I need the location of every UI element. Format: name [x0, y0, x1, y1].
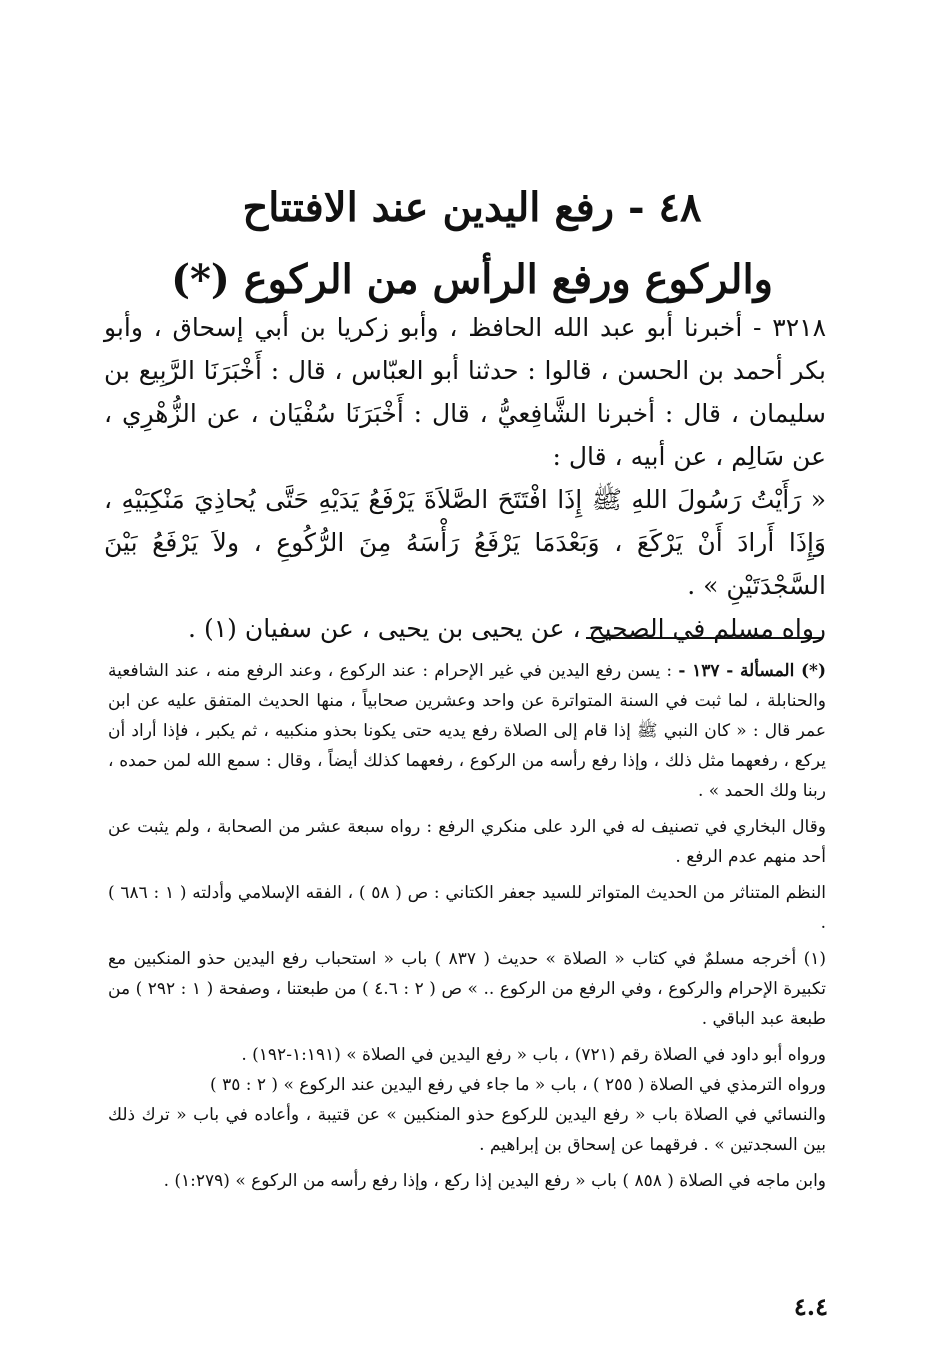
footnote-ibn-majah: وابن ماجه في الصلاة ( ٨٥٨ ) باب « رفع اليدين إذا ركع ، وإذا رفع رأسه من الركوع » (١:٢٧٩) .	[163, 1171, 826, 1191]
footnote-nazm-reference: النظم المتناثر من الحديث المتواتر للسيد جعفر الكتاني : ص ( ٥٨ ) ، الفقه الإسلامي وأدلته ( ١ : ٦٨٦ ) .	[108, 883, 826, 933]
footnote-star	[108, 656, 826, 806]
footnote-divider	[586, 637, 822, 639]
hadith-isnad: ٣٢١٨ - أخبرنا أبو عبد الله الحافظ ، وأبو زكريا بن أبي إسحاق ، وأبو بكر أحمد بن الحسن ، قالوا : حدثنا أبو العبّاس ، قال : أَخْبَرَنَا الرَّبِيع بن سليمان ، قال : أخبرنا الشَّافِعيُّ ، قال : أَخْبَرَنَا سُفْيَان ، عن الزُّهْرِي ، عن سَالِم ، عن أبيه ، قال :	[104, 313, 826, 471]
footnote-star-heading: (*) المسألة - ١٣٧ -	[678, 661, 826, 681]
footnote-star-body: : يسن رفع اليدين في غير الإحرام : عند الركوع ، وعند الرفع منه ، عند الشافعية والحنابلة ، لما ثبت في السنة المتواترة عن واحد وعشرين صحابياً ، منها الحديث المتفق عليه عن ابن عمر قال : « كان النبي ﷺ إذا قام إلى الصلاة رفع يديه حتى يكونا بحذو منكبيه ، ثم يكبر ، فإذا أراد أن يركع ، رفعهما مثل ذلك ، وإذا رفع رأسه من الركوع ، رفعهما كذلك أيضاً ، وقال : سمع الله لمن حمده ، ربنا ولك الحمد » .	[108, 661, 826, 801]
hadith-section	[104, 306, 826, 650]
footnote-abu-dawud: ورواه أبو داود في الصلاة رقم (٧٢١) ، باب « رفع اليدين في الصلاة » (١:١٩١-١٩٢) .	[241, 1045, 826, 1065]
footnote-1-muslim: (١) أخرجه مسلمٌ في كتاب « الصلاة » حديث ( ٨٣٧ ) باب « استحباب رفع اليدين حذو المنكبين مع تكبيرة الإحرام والركوع ، وفي الرفع من الركوع .. » ص ( ٢ : ٤.٦ ) من طبعتنا ، وصفحة ( ١ : ٢٩٢ ) من طبعة عبد الباقي .	[108, 949, 826, 1029]
chapter-title-line-2: والركوع ورفع الرأس من الركوع (*)	[171, 256, 773, 303]
footnote-tirmidhi: ورواه الترمذي في الصلاة ( ٢٥٥ ) ، باب « ما جاء في رفع اليدين عند الركوع » ( ٢ : ٣٥ )	[210, 1075, 826, 1095]
page-number: ٤.٤	[793, 1292, 828, 1321]
chapter-title-line-1: ٤٨ - رفع اليدين عند الافتتاح	[242, 184, 702, 231]
chapter-title	[90, 172, 854, 316]
footnote-bukhari: وقال البخاري في تصنيف له في الرد على منكري الرفع : رواه سبعة عشر من الصحابة ، ولم يثبت عن أحد منهم عدم الرفع .	[108, 817, 826, 867]
hadith-source: رواه مسلم في الصحيح ، عن يحيى بن يحيى ، عن سفيان (١) .	[188, 614, 826, 643]
footnote-nasai: والنسائي في الصلاة باب « رفع اليدين للركوع حذو المنكبين » عن قتيبة ، وأعاده في باب « ترك ذلك بين السجدتين » . فرقهما عن إسحاق بن إبراهيم .	[108, 1105, 826, 1155]
hadith-matn: « رَأَيْتُ رَسُولَ اللهِ ﷺ إِذَا افْتَتَحَ الصَّلاَةَ يَرْفَعُ يَدَيْهِ حَتَّى يُحاذِيَ مَنْكِبَيْهِ ، وَإِذَا أَرادَ أَنْ يَرْكَعَ ، وَبَعْدَمَا يَرْفَعُ رَأْسَهُ مِنَ الرُّكُوعِ ، ولاَ يَرْفَعُ بَيْنَ السَّجْدَتَيْنِ » .	[104, 485, 826, 600]
footnotes-section	[108, 656, 826, 1202]
